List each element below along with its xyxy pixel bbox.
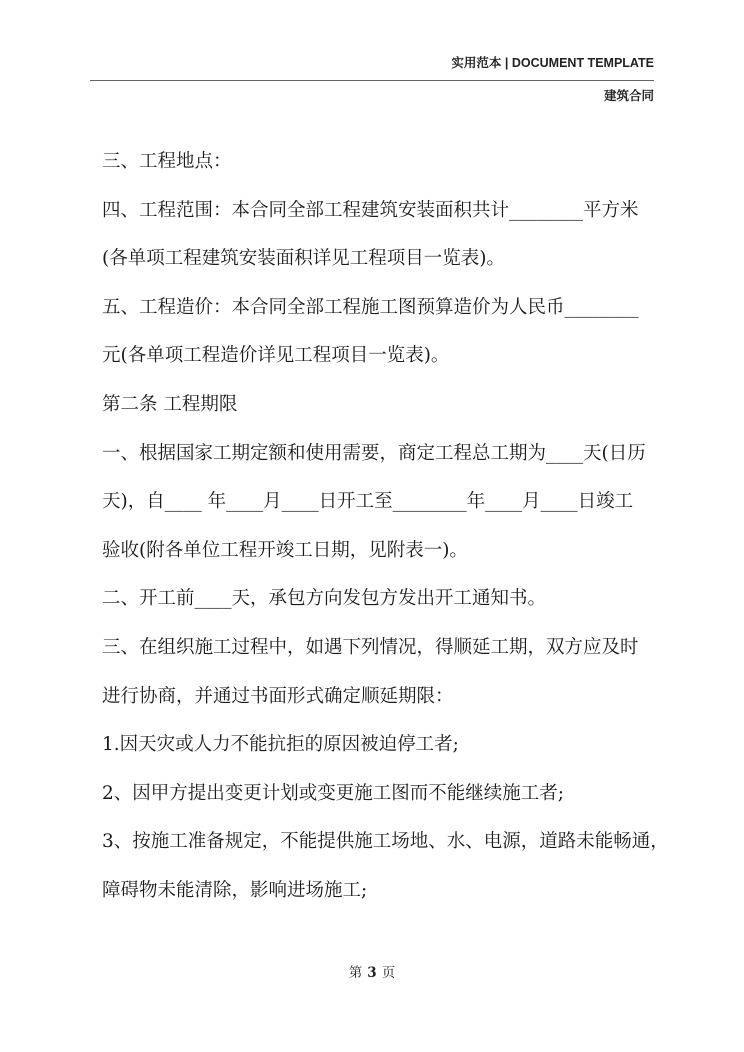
text-line: 障碍物未能清除，影响进场施工;	[102, 879, 368, 901]
document-body	[102, 138, 669, 916]
text-line: 3、按施工准备规定，不能提供施工场地、水、电源，道路未能畅通，	[102, 831, 669, 853]
text-line: 一、根据国家工期定额和使用需要，商定工程总工期为____天(日历	[102, 442, 646, 464]
page-number: 3	[367, 965, 377, 981]
text-line: 验收(附各单位工程开竣工日期，见附表一)。	[102, 539, 468, 561]
page-footer	[0, 961, 744, 981]
text-line: (各单项工程建筑安装面积详见工程项目一览表)。	[102, 248, 505, 270]
text-line: 三、在组织施工过程中，如遇下列情况，得顺延工期，双方应及时	[102, 636, 639, 658]
text-line: 五、工程造价：本合同全部工程施工图预算造价为人民币________	[102, 296, 639, 318]
footer-prefix: 第	[348, 965, 363, 981]
text-line: 三、工程地点：	[102, 151, 232, 172]
section-heading: 第二条 工程期限	[102, 393, 238, 415]
text-line: 1.因天灾或人力不能抗拒的原因被迫停工者;	[102, 734, 459, 756]
text-line: 元(各单项工程造价详见工程项目一览表)。	[102, 345, 450, 367]
header-category: 建筑合同	[603, 89, 654, 103]
header-template-label: 实用范本 | DOCUMENT TEMPLATE	[451, 56, 654, 70]
footer-suffix: 页	[381, 965, 396, 981]
text-line: 进行协商，并通过书面形式确定顺延期限：	[102, 685, 454, 707]
text-line: 天)，自____ 年____月____日开工至________年____月____日竣工	[102, 491, 634, 513]
header-divider	[90, 80, 654, 81]
text-line: 二、开工前____天，承包方向发包方发出开工通知书。	[102, 588, 547, 610]
text-line: 四、工程范围：本合同全部工程建筑安装面积共计________平方米	[102, 199, 639, 221]
text-line: 2、因甲方提出变更计划或变更施工图而不能继续施工者;	[102, 782, 565, 804]
